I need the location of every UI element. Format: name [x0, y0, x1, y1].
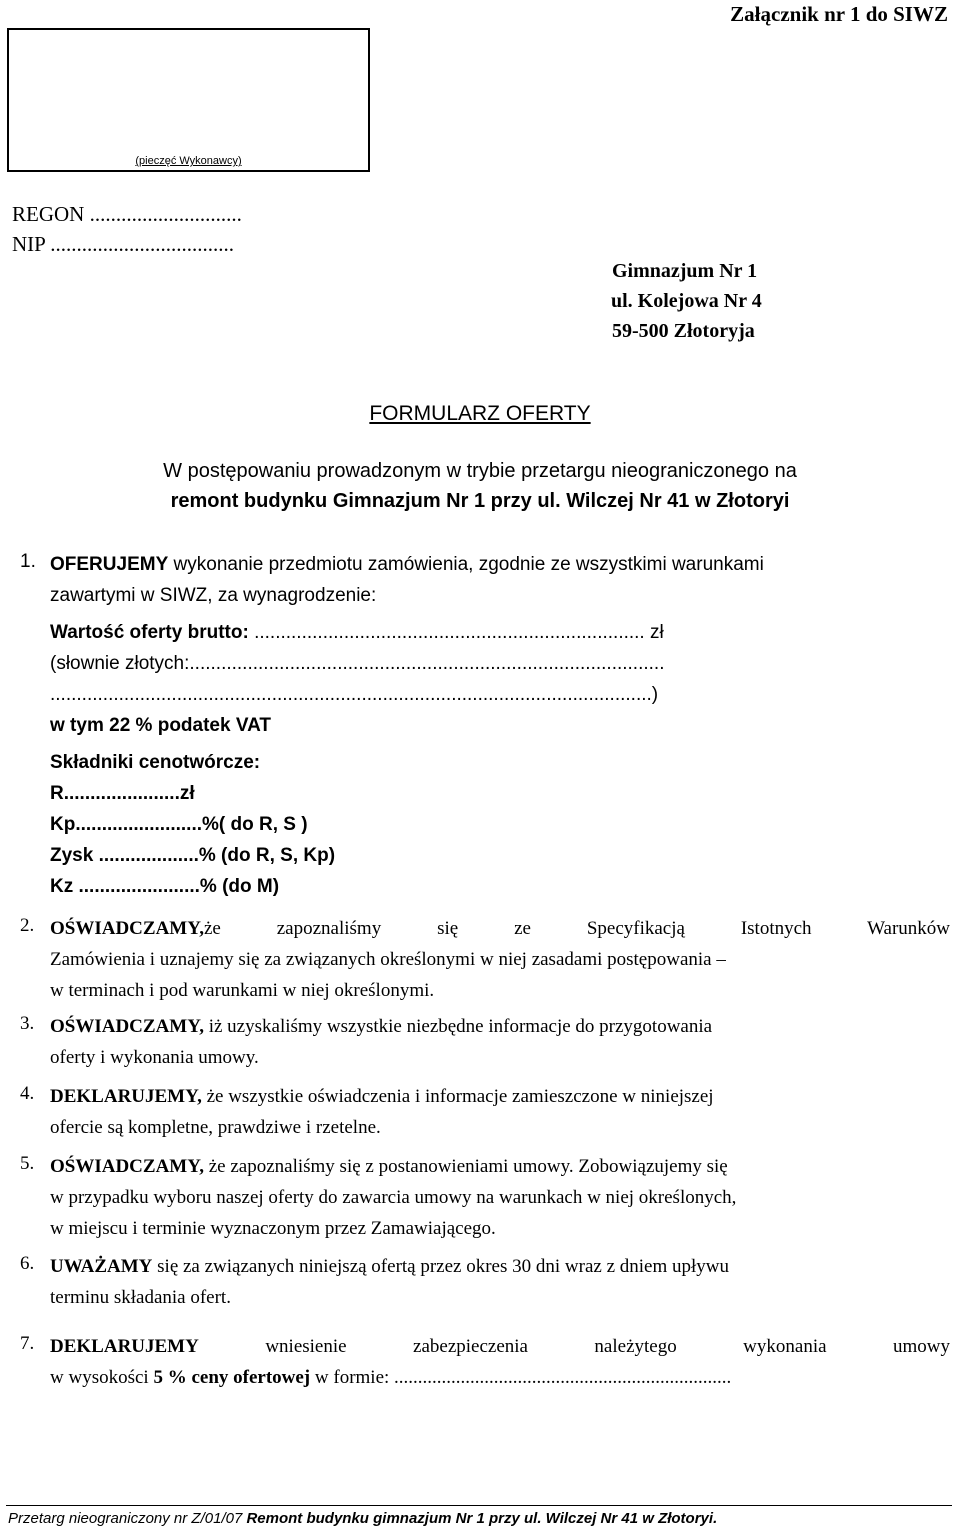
- nip-field: NIP ...................................: [12, 232, 235, 256]
- recipient-line1: Gimnazjum Nr 1: [612, 260, 758, 282]
- item3-text1: iż uzyskaliśmy wszystkie niezbędne informacje do przygotowania: [203, 1016, 713, 1037]
- item3-number: 3.: [20, 1013, 35, 1034]
- item7-text1: wniesienie zabezpieczenia należytego wykonania umowy: [198, 1336, 951, 1357]
- item2-text: [50, 913, 950, 1006]
- footer-plain: Przetarg nieograniczony nr Z/01/07: [8, 1510, 247, 1527]
- item2-text2: Zamówienia i uznajemy się za związanych określonymi w niej zasadami postępowania –: [50, 949, 726, 970]
- item4-lead: DEKLARUJEMY,: [50, 1086, 202, 1107]
- attachment-header: Załącznik nr 1 do SIWZ: [730, 2, 948, 26]
- recipient-address: [612, 256, 762, 346]
- item3-text2: oferty i wykonania umowy.: [50, 1047, 259, 1068]
- item7-text: [50, 1331, 950, 1393]
- item1-text: [50, 549, 950, 902]
- form-title: FORMULARZ OFERTY: [369, 402, 591, 425]
- item2-text1: że zapoznaliśmy się ze Specyfikacją Istotnych Warunków: [203, 918, 950, 939]
- item4-text1: że wszystkie oświadczenia i informacje zamieszczone w niniejszej: [201, 1086, 714, 1107]
- item3-lead: OŚWIADCZAMY,: [50, 1016, 204, 1037]
- gross-fill: .......................................................................... zł: [248, 622, 664, 643]
- item6-number: 6.: [20, 1253, 35, 1274]
- item5-text: [50, 1151, 950, 1244]
- words-line2: ..................................................................................................................): [50, 684, 659, 705]
- item5-number: 5.: [20, 1153, 35, 1174]
- item7-lead: DEKLARUJEMY: [50, 1336, 199, 1357]
- component-kp: Kp........................%( do R, S ): [50, 814, 308, 835]
- item1-lead: OFERUJEMY: [50, 554, 169, 575]
- intro-line2: remont budynku Gimnazjum Nr 1 przy ul. Wilczej Nr 41 w Złotoryi: [170, 490, 790, 512]
- recipient-line2: ul. Kolejowa Nr 4: [611, 290, 762, 312]
- gross-label: Wartość oferty brutto:: [50, 622, 249, 643]
- item6-text2: terminu składania ofert.: [50, 1287, 231, 1308]
- item1-number: 1.: [20, 551, 36, 572]
- item5-text3: w miejscu i terminie wyznaczonym przez Zamawiającego.: [50, 1218, 496, 1239]
- item5-lead: OŚWIADCZAMY,: [50, 1156, 204, 1177]
- components-label: Składniki cenotwórcze:: [50, 752, 261, 773]
- item2-number: 2.: [20, 915, 35, 936]
- recipient-line3: 59-500 Złotoryja: [612, 320, 755, 342]
- footer: [8, 1510, 717, 1527]
- item2-lead: OŚWIADCZAMY,: [50, 918, 204, 939]
- item5-text1: że zapoznaliśmy się z postanowieniami umowy. Zobowiązujemy się: [203, 1156, 728, 1177]
- item1-text2: zawartymi w SIWZ, za wynagrodzenie:: [50, 585, 377, 606]
- component-r: R......................zł: [50, 783, 195, 804]
- item7-text2a: w wysokości: [50, 1367, 154, 1388]
- words-label: (słownie złotych:: [50, 653, 190, 674]
- component-kz: Kz .......................% (do M): [50, 876, 280, 897]
- item7-text2b: 5 % ceny ofertowej: [153, 1367, 311, 1388]
- item4-number: 4.: [20, 1083, 35, 1104]
- item3-text: [50, 1011, 950, 1073]
- stamp-label: (pieczęć Wykonawcy): [135, 155, 242, 167]
- vat-note: w tym 22 % podatek VAT: [50, 715, 272, 736]
- item2-text3: w terminach i pod warunkami w niej określonymi.: [50, 980, 435, 1001]
- item6-text1: się za związanych niniejszą ofertą przez okres 30 dni wraz z dniem upływu: [152, 1256, 730, 1277]
- item7-number: 7.: [20, 1333, 35, 1354]
- item1-text1: wykonanie przedmiotu zamówienia, zgodnie ze wszystkimi warunkami: [168, 554, 764, 575]
- footer-bold: Remont budynku gimnazjum Nr 1 przy ul. Wilczej Nr 41 w Złotoryi.: [246, 1510, 718, 1527]
- item6-lead: UWAŻAMY: [50, 1256, 153, 1277]
- item4-text: [50, 1081, 950, 1143]
- item7-text2c: w formie: .......................................................................: [310, 1367, 732, 1388]
- intro-line1: W postępowaniu prowadzonym w trybie przetargu nieograniczonego na: [163, 460, 797, 482]
- component-zysk: Zysk ...................% (do R, S, Kp): [50, 845, 336, 866]
- regon-field: REGON .............................: [12, 202, 242, 226]
- contractor-stamp-box: [7, 28, 370, 172]
- item5-text2: w przypadku wyboru naszej oferty do zawarcia umowy na warunkach w niej określonych,: [50, 1187, 737, 1208]
- item6-text: [50, 1251, 950, 1313]
- footer-rule: [6, 1505, 952, 1506]
- item4-text2: ofercie są kompletne, prawdziwe i rzetelne.: [50, 1117, 381, 1138]
- words-fill: ..........................................................................................: [189, 653, 665, 674]
